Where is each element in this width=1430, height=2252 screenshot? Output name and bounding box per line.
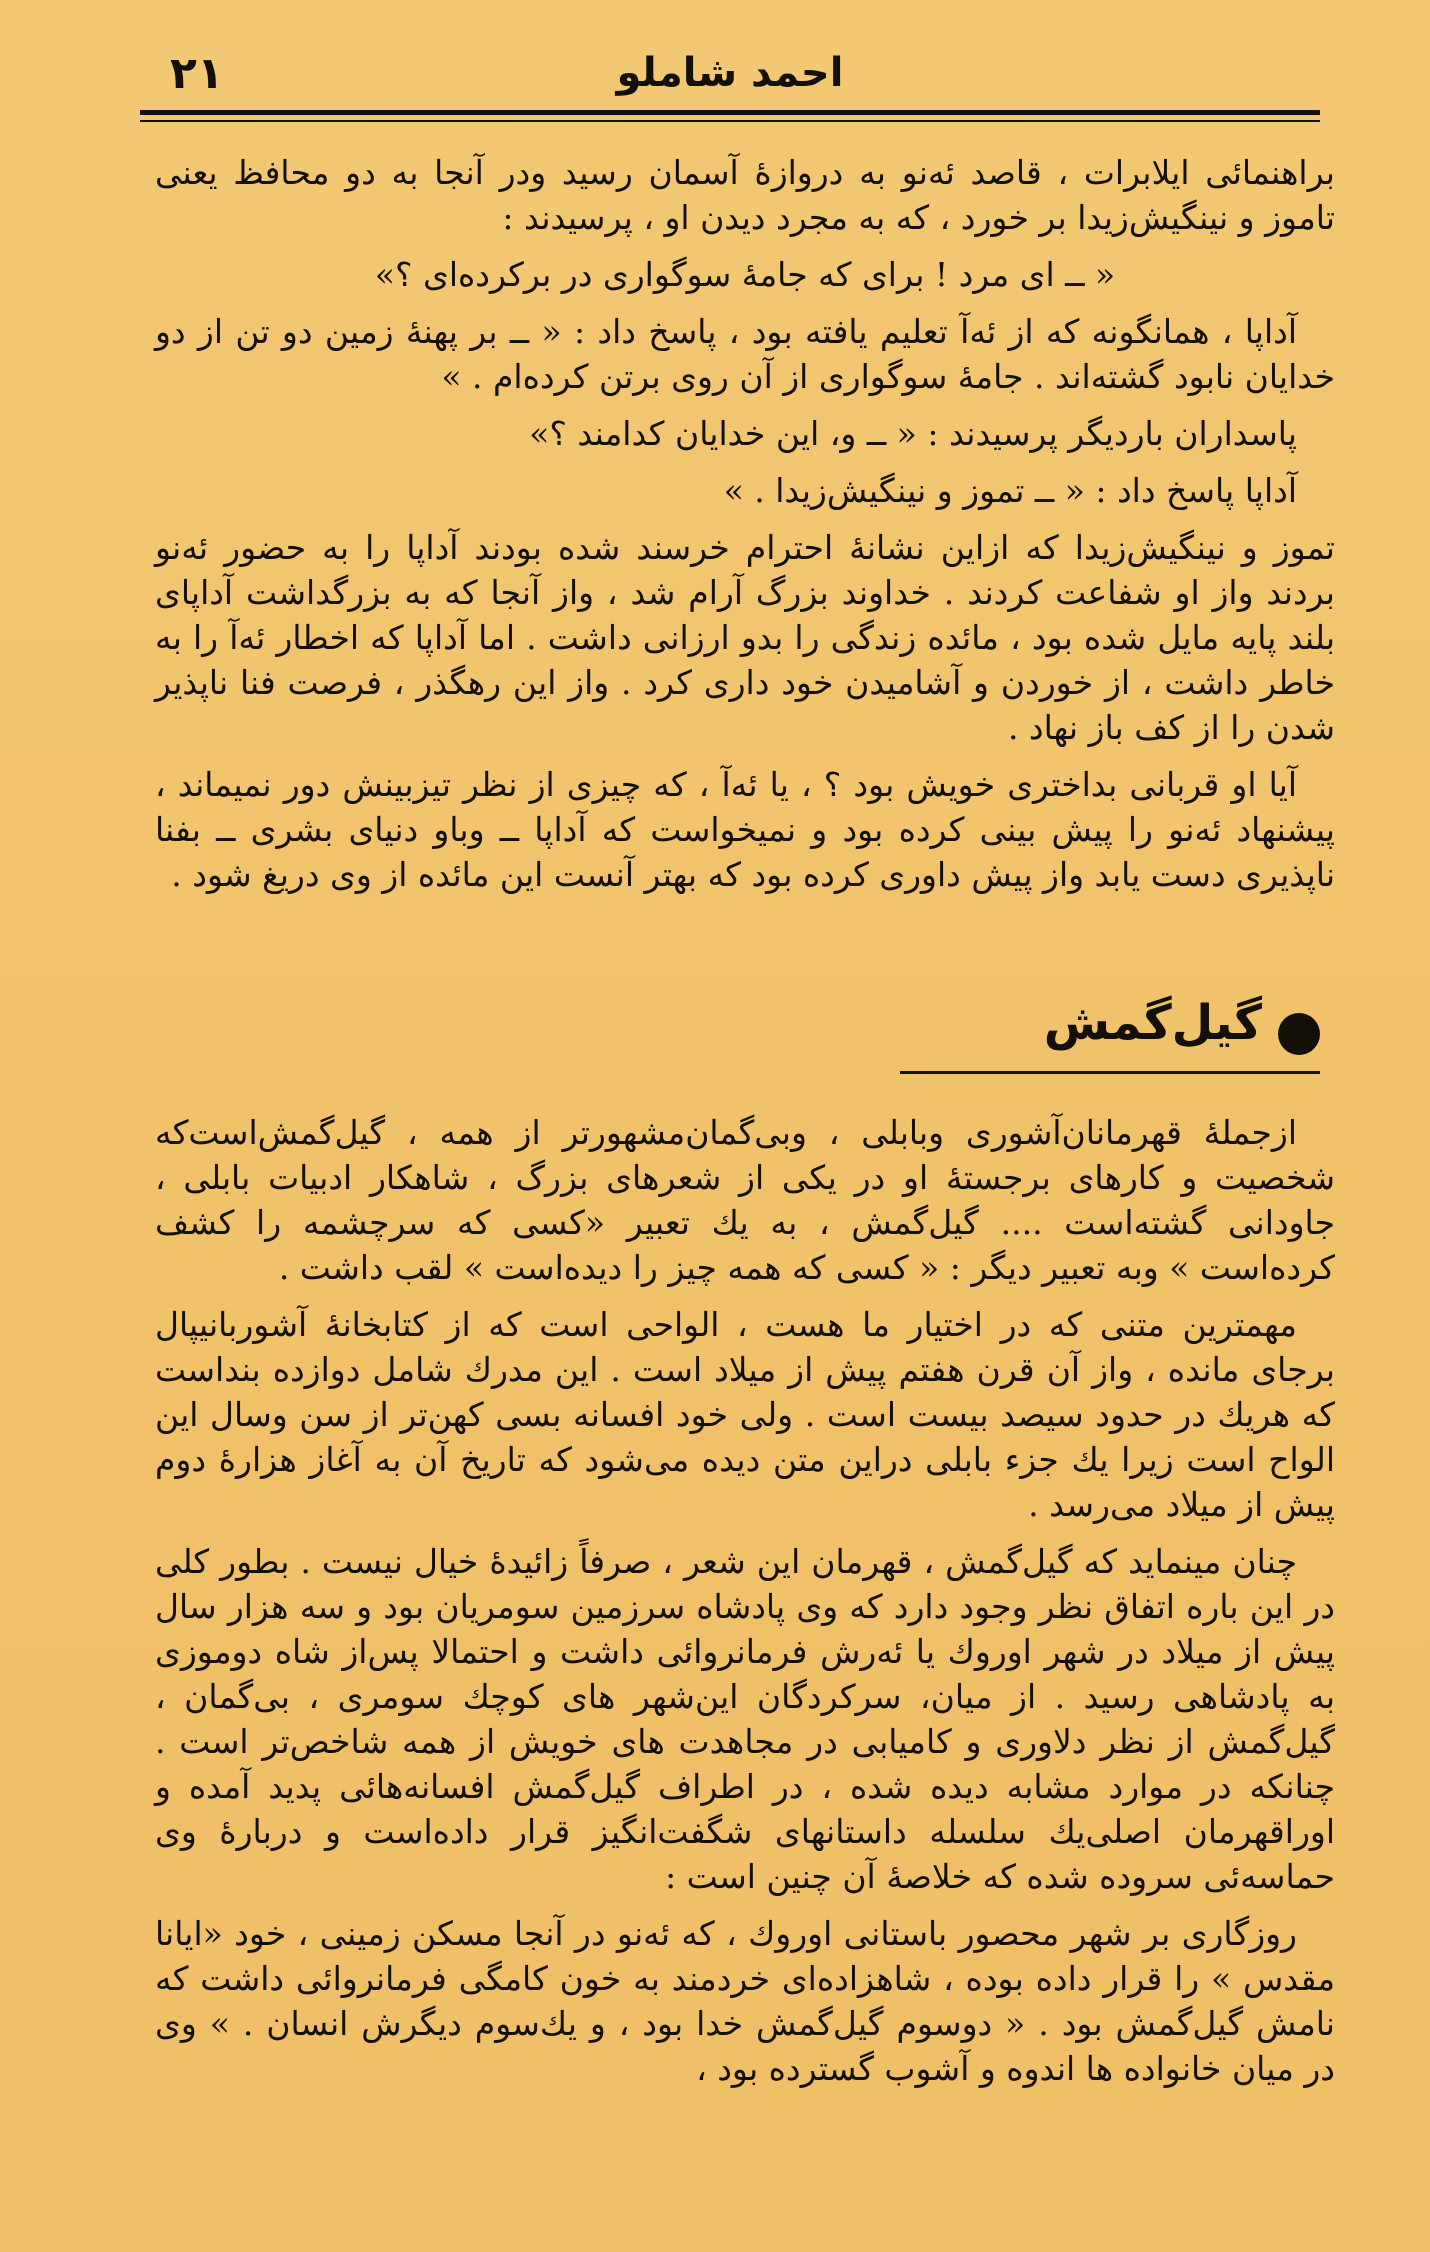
section-rule — [900, 1071, 1320, 1074]
paragraph: براهنمائی ایلابرات ، قاصد ئەنو به دروازهٔ آسمان رسید ودر آنجا به دو محافظ یعنی تاموز و نینگیش‌زیدا بر خورد ، که به مجرد دیدن او ، پرسیدند : — [155, 153, 1335, 237]
paragraph: آداپا ، همانگونه که از ئەآ تعلیم یافته بود ، پاسخ داد : « ــ بر پهنهٔ زمین دو تن از دو خدایان نابود گشته‌اند . جامهٔ سوگواری از آن روی برتن کرده‌ام . » — [155, 312, 1335, 396]
section-heading — [900, 995, 1320, 1085]
paragraph: ازجملهٔ قهرمانان‌آشوری وبابلی ، وبی‌گمان‌مشهورتر از همه ، گیل‌گمش‌است‌که شخصیت و کارهای برجستهٔ او در یکی از شعرهای بزرگ ، شاهکار ادبیات بابلی ، جاودانی گشته‌است .... گیل‌گمش ، به یك تعبیر «کسی که سرچشمه را کشف کرده‌است » وبه تعبیر دیگر : « کسی که همه چیز را دیده‌است » لقب داشت . — [155, 1113, 1335, 1287]
dialogue-line: آداپا پاسخ داد : « ــ تموز و نینگیش‌زیدا . » — [723, 471, 1297, 510]
bottom-text-block — [155, 1110, 1335, 2103]
paragraph: مهمترین متنی که در اختیار ما هست ، الواحی است که از کتابخانهٔ آشوربانیپال برجای مانده ، واز آن قرن هفتم پیش از میلاد است . این مدرك شامل دوازده بنداست که هریك در حدود سیصد بیست است . ولی خود افسانه بسی کهن‌تر از سن وسال این الواح است زیرا یك جزء بابلی دراین متن دیده می‌شود که تاریخ آن به آغاز هزارهٔ دوم پیش از میلاد می‌رسد . — [155, 1305, 1335, 1524]
top-text-block — [155, 150, 1335, 909]
paragraph: چنان مینماید که گیل‌گمش ، قهرمان این شعر ، صرفاً زائیدهٔ خیال نیست . بطور کلی در این باره اتفاق نظر وجود دارد که وی پادشاه سرزمین سومریان بود و سه هزار سال پیش از میلاد در شهر اوروك یا ئەرش فرمانروائی داشت و احتمالا پس‌از شاه دوموزی به پادشاهی رسید . از میان، سرکردگان این‌شهر های کوچك سومری ، بی‌گمان ، گیل‌گمش از نظر دلاوری و کامیابی در مجاهدت های خویش از همه شاخص‌تر است . چنانکه در موارد مشابه دیده شده ، در اطراف گیل‌گمش افسانه‌هائی پدید آمده و اوراقهرمان اصلی‌یك سلسله داستانهای شگفت‌انگیز قرار داده‌است و دربارهٔ وی حماسه‌ئی سروده شده که خلاصهٔ آن چنین است : — [155, 1542, 1335, 1896]
paragraph: آیا او قربانی بداختری خویش بود ؟ ، یا ئەآ ، که چیزی از نظر تیزبینش دور نمیماند ، پیشنهاد ئەنو را پیش بینی کرده بود و نمیخواست که آداپا ــ وباو دنیای بشری ــ بفنا ناپذیری دست یابد واز پیش داوری کرده بود که بهتر آنست این مائده از وی دریغ شود . — [155, 765, 1335, 894]
paragraph: روزگاری بر شهر محصور باستانی اوروك ، که ئەنو در آنجا مسکن زمینی ، خود «ایانا مقدس » را قرار داده بوده ، شاهزاده‌ای خردمند به خون کامگی فرمانروائی داشت که نامش گیل‌گمش بود . « دوسوم گیل‌گمش خدا بود ، و یك‌سوم دیگرش انسان . » وی در میان خانواده ها اندوه و آشوب گسترده بود ، — [155, 1914, 1335, 2088]
paragraph: تموز و نینگیش‌زیدا که ازاین نشانهٔ احترام خرسند شده بودند آداپا را به حضور ئەنو بردند واز او شفاعت کردند . خداوند بزرگ آرام شد ، واز آنجا که به بزرگداشت آداپای بلند پایه مایل شده بود ، مائده زندگی را بدو ارزانی داشت . اما آداپا که اخطار ئەآ را به خاطر داشت ، از خوردن و آشامیدن خود داری کرد . واز این رهگذر ، فرصت فنا ناپذیر شدن را از کف باز نهاد . — [155, 528, 1335, 747]
header-rule-thick — [140, 110, 1320, 115]
header-rule-thin — [140, 120, 1320, 122]
page-number: ۲۱ — [170, 48, 224, 99]
bullet-icon — [1278, 1013, 1320, 1055]
section-title: گیل‌گمش — [1043, 995, 1262, 1051]
dialogue-line: « ــ ای مرد ! برای که جامهٔ سوگواری در برکرده‌ای ؟» — [374, 255, 1116, 294]
dialogue-line: پاسداران باردیگر پرسیدند : « ــ و، این خدایان کدامند ؟» — [529, 414, 1297, 453]
running-head: احمد شاملو — [616, 50, 844, 96]
page-header — [140, 48, 1320, 104]
